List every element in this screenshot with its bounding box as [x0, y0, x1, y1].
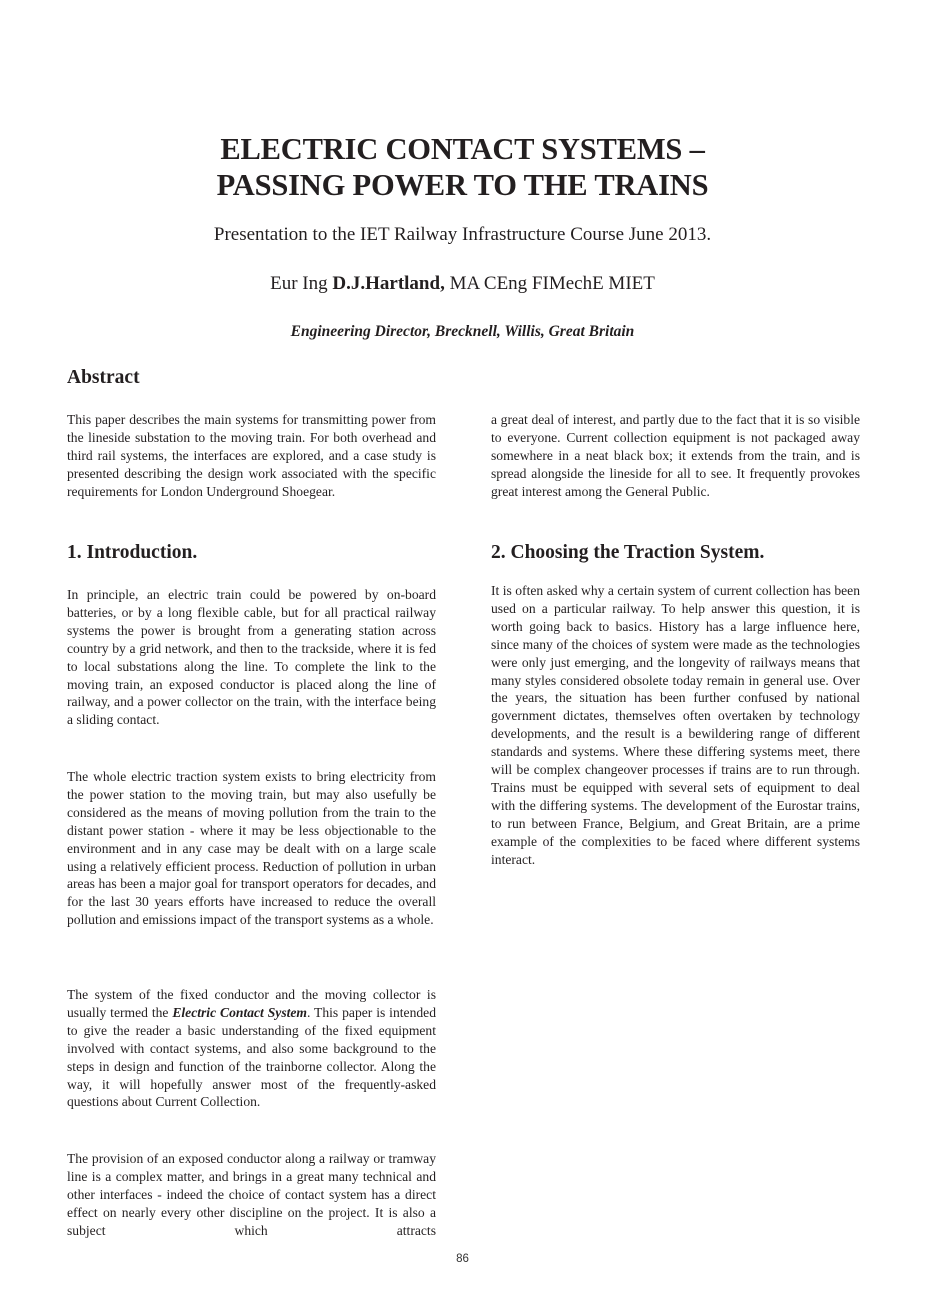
intro-paragraph-4-continued: a great deal of interest, and partly due to the fact that it is so visible to everyone. Current collection equipment is not packaged away somewhere in a neat black box; it extends from the train, and is spread alongside the lineside for all to see. It frequently provokes great interest among the General Public. — [491, 412, 860, 499]
title-block — [0, 131, 925, 203]
intro-paragraph-4: The provision of an exposed conductor along a railway or tramway line is a complex matter, and brings in a great many technical and other interfaces - indeed the choice of contact system has a direct effect on nearly every other discipline on the project. It is also a subject which attracts — [67, 1151, 436, 1238]
section-1-heading: 1. Introduction. — [67, 542, 198, 563]
page-number: 86 — [456, 1253, 469, 1265]
author-prefix: Eur Ing — [270, 273, 333, 294]
intro-paragraph-2: The whole electric traction system exists to bring electricity from the power station to the moving train, but may also usefully be considered as the means of moving pollution from the train to the distant power station - where it may be less objectionable to the environment and in any case may be dealt with on a large scale using a relatively efficient process. Reduction of pollution in urban areas has been a major goal for transport operators for decades, and for the last 30 years efforts have increased to reduce the overall pollution and emissions impact of the transport systems as a whole. — [67, 769, 436, 928]
author-credentials: MA CEng FIMechE MIET — [444, 273, 655, 294]
intro-paragraph-3 — [67, 986, 436, 1111]
abstract-heading: Abstract — [67, 367, 140, 388]
section-2-heading: 2. Choosing the Traction System. — [491, 542, 765, 563]
intro-paragraph-3-before: The system of the fixed conductor and the moving collector is usually termed the — [67, 987, 436, 1020]
author-line — [0, 272, 925, 296]
affiliation: Engineering Director, Brecknell, Willis, Great Britain — [290, 323, 635, 340]
author-name: D.J.Hartland, — [332, 273, 445, 294]
subtitle: Presentation to the IET Railway Infrastructure Course June 2013. — [213, 224, 712, 245]
title-line-1: ELECTRIC CONTACT SYSTEMS – — [220, 132, 705, 166]
intro-paragraph-1: In principle, an electric train could be powered by on-board batteries, or by a long flexible cable, but for all practical railway systems the power is brought from a generating station across country by a grid network, and then to the trackside, where it is fed to local substations along the line. To complete the link to the moving train, an exposed conductor is placed along the line of railway, and a power collector on the train, with the interface being a sliding contact. — [67, 587, 436, 728]
intro-paragraph-3-after: . This paper is intended to give the reader a basic understanding of the fixed equipment involved with contact systems, and also some background to the steps in design and function of the trainborne collector. Along the way, it will hopefully answer most of the frequently-asked questions about Current Collection. — [67, 1004, 436, 1110]
traction-paragraph-1: It is often asked why a certain system of current collection has been used on a particular railway. To help answer this question, it is worth going back to basics. History has a large influence here, since many of the choices of system were made as the technologies were only just emerging, and the longevity of railways means that many styles considered obsolete today remain in general use. Over the years, the situation has been further confused by national government dictates, themselves often overtaken by technology developments, and the result is a bewildering range of different standards and systems. Where these differing systems meet, there will be complex changeover processes if trains are to run through. Trains must be equipped with several sets of equipment to deal with the differing systems. The development of the Eurostar trains, to run between France, Belgium, and Great Britain, are a prime example of the complexities to be faced where different systems interact. — [491, 583, 860, 867]
electric-contact-system-term: Electric Contact System — [172, 1004, 307, 1020]
abstract-text: This paper describes the main systems for transmitting power from the lineside substation to the moving train. For both overhead and third rail systems, the interfaces are explored, and a case study is presented describing the design work associated with the specific requirements for London Underground Shoegear. — [67, 412, 436, 499]
title-line-2: PASSING POWER TO THE TRAINS — [216, 168, 709, 202]
